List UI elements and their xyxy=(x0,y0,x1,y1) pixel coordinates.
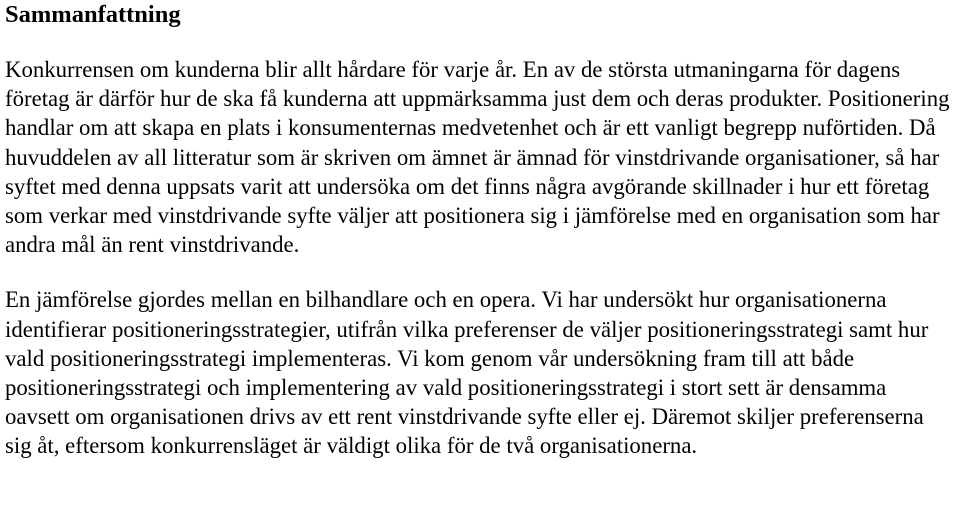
summary-paragraph-1: Konkurrensen om kunderna blir allt hårdare för varje år. En av de största utmaningarna för dagens företag är därför hur de ska få kunderna att uppmärksamma just dem och deras produkter. Positionering handlar om att skapa en plats i konsumenternas medvetenhet och är ett vanligt begrepp nuförtiden. Då huvuddelen av all litteratur som är skriven om ämnet är ämnad för vinstdrivande organisationer, så har syftet med denna uppsats varit att undersöka om det finns några avgörande skillnader i hur ett företag som verkar med vinstdrivande syfte väljer att positionera sig i jämförelse med en organisation som har andra mål än rent vinstdrivande. xyxy=(5,57,950,258)
section-heading: Sammanfattning xyxy=(5,1,181,28)
summary-paragraph-2: En jämförelse gjordes mellan en bilhandlare och en opera. Vi har undersökt hur organisationerna identifierar positioneringsstrategier, utifrån vilka preferenser de väljer positioneringsstrategi samt hur vald positioneringsstrategi implementeras. Vi kom genom vår undersökning fram till att både positioneringsstrategi och implementering av vald positioneringsstrategi i stort sett är densamma oavsett om organisationen drivs av ett rent vinstdrivande syfte eller ej. Däremot skiljer preferenserna sig åt, eftersom konkurrensläget är väldigt olika för de två organisationerna. xyxy=(5,287,929,459)
